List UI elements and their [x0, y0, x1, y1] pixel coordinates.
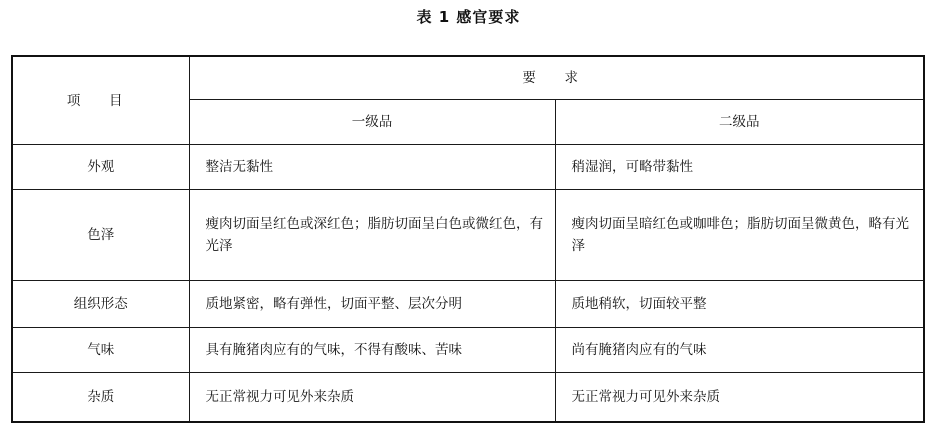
sensory-requirements-table: [11, 55, 925, 423]
row-item: 外观: [12, 145, 189, 190]
row-item: 组织形态: [12, 281, 189, 328]
row-grade2: 尚有腌猪肉应有的气味: [555, 328, 924, 373]
row-grade2: 稍湿润，可略带黏性: [555, 145, 924, 190]
requirement-header: 要 求: [189, 56, 924, 100]
table-row: [12, 373, 924, 423]
row-item: 杂质: [12, 373, 189, 423]
table-row: [12, 281, 924, 328]
grade2-header: 二级品: [555, 100, 924, 145]
table-row: [12, 328, 924, 373]
table-row: [12, 145, 924, 190]
row-grade1: 质地紧密，略有弹性，切面平整、层次分明: [189, 281, 555, 328]
item-header: 项 目: [12, 56, 189, 145]
row-grade1: 整洁无黏性: [189, 145, 555, 190]
row-grade2: 瘦肉切面呈暗红色或咖啡色；脂肪切面呈微黄色，略有光泽: [555, 190, 924, 281]
header-row: [12, 56, 924, 100]
row-grade2: 无正常视力可见外来杂质: [555, 373, 924, 423]
row-item: 气味: [12, 328, 189, 373]
table-caption: 表 1 感官要求: [416, 8, 521, 26]
row-item: 色泽: [12, 190, 189, 281]
row-grade1: 具有腌猪肉应有的气味，不得有酸味、苦味: [189, 328, 555, 373]
grade1-header: 一级品: [189, 100, 555, 145]
row-grade1: 无正常视力可见外来杂质: [189, 373, 555, 423]
row-grade1: 瘦肉切面呈红色或深红色；脂肪切面呈白色或微红色，有光泽: [189, 190, 555, 281]
row-grade2: 质地稍软，切面较平整: [555, 281, 924, 328]
table-row: [12, 190, 924, 281]
